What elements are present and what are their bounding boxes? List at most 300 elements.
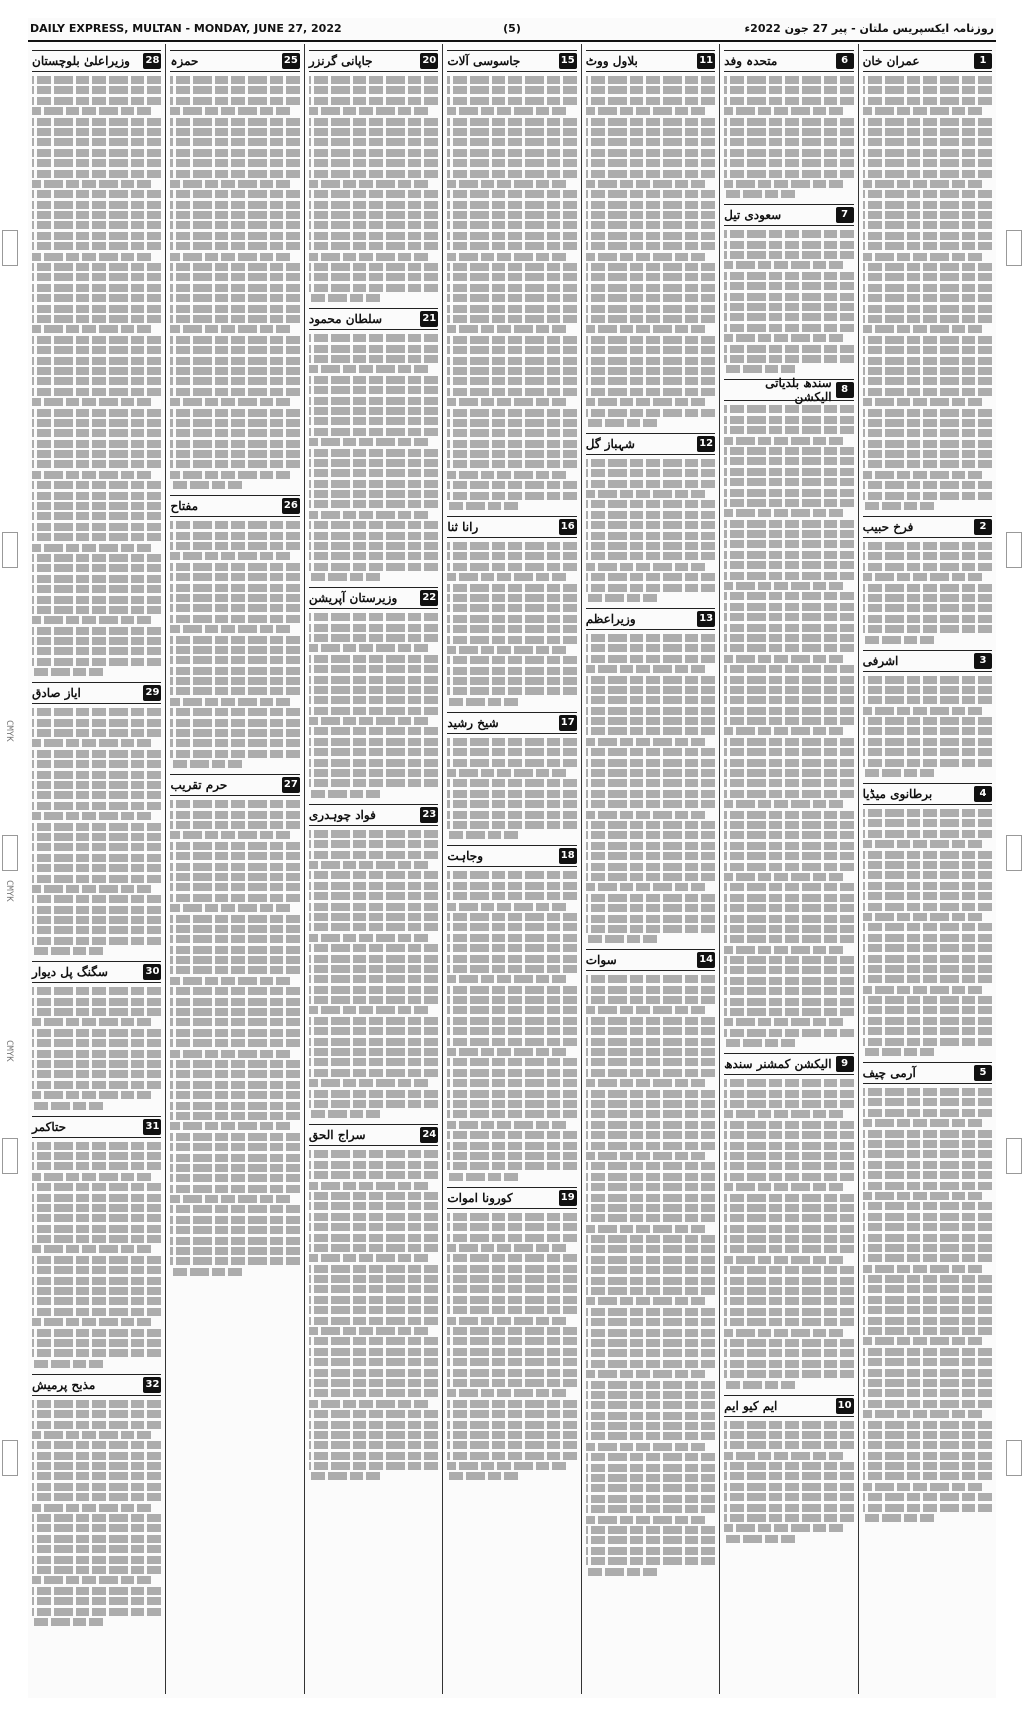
- page-number: (5): [503, 22, 521, 35]
- text-line: [32, 294, 161, 302]
- text-line: [447, 955, 576, 963]
- text-line: [309, 996, 438, 1004]
- text-line: [32, 1410, 161, 1418]
- section-header: [309, 1124, 438, 1146]
- text-line: [724, 97, 853, 105]
- text-line: [863, 460, 992, 468]
- text-line: [447, 892, 576, 900]
- text-line: [447, 1079, 576, 1087]
- text-line: [586, 1360, 715, 1368]
- margin-marker: [1006, 1440, 1022, 1476]
- text-line: [309, 944, 438, 952]
- article-body: [724, 230, 853, 373]
- section-number-badge: 23: [420, 807, 438, 823]
- margin-marker: [1006, 230, 1022, 266]
- text-line: [724, 1266, 853, 1274]
- text-line: [586, 1090, 715, 1098]
- text-line: [447, 882, 576, 890]
- text-line: [863, 481, 992, 489]
- text-line: [309, 107, 428, 115]
- text-line: [32, 1483, 161, 1491]
- text-line: [863, 253, 982, 261]
- section-title: جاپانی گرنزر: [308, 54, 373, 68]
- article-body: [863, 809, 992, 1056]
- text-line: [309, 1027, 438, 1035]
- text-line: [447, 1244, 566, 1252]
- text-line: [32, 719, 161, 727]
- text-line: [309, 1452, 438, 1460]
- text-line: [309, 263, 438, 271]
- text-line: [32, 315, 161, 323]
- text-line: [170, 232, 299, 240]
- section-header: [724, 50, 853, 72]
- text-line: [32, 512, 161, 520]
- article-body: [309, 613, 438, 798]
- text-line: [863, 419, 992, 427]
- text-line: [586, 1235, 715, 1243]
- text-line: [170, 1216, 299, 1224]
- text-line: [32, 523, 161, 531]
- text-line: [863, 1161, 992, 1169]
- text-line: [724, 118, 853, 126]
- text-line: [724, 1431, 853, 1439]
- text-line: [447, 667, 576, 675]
- text-line: [586, 1131, 715, 1139]
- text-line: [447, 636, 576, 644]
- text-line: [309, 882, 438, 890]
- text-line: [32, 1018, 151, 1026]
- text-line: [863, 170, 992, 178]
- text-line: [863, 1017, 992, 1025]
- text-line: [32, 273, 161, 281]
- text-line: [32, 1618, 103, 1626]
- text-line: [309, 1100, 438, 1108]
- text-line: [586, 563, 705, 571]
- text-line: [863, 1306, 992, 1314]
- text-line: [447, 677, 576, 685]
- text-line: [170, 367, 299, 375]
- text-line: [586, 759, 715, 767]
- text-line: [586, 1536, 715, 1544]
- text-line: [309, 386, 438, 394]
- text-line: [447, 86, 576, 94]
- text-line: [170, 346, 299, 354]
- text-line: [724, 1008, 853, 1016]
- text-line: [170, 1029, 299, 1037]
- text-line: [724, 282, 853, 290]
- section-header: [724, 1053, 853, 1075]
- text-line: [863, 76, 992, 84]
- text-line: [32, 658, 161, 666]
- text-line: [724, 873, 843, 881]
- text-line: [170, 294, 299, 302]
- section-header: [309, 587, 438, 609]
- section-title: برطانوی میڈیا: [862, 787, 933, 802]
- text-line: [32, 1008, 161, 1016]
- text-line: [309, 459, 438, 467]
- text-line: [170, 305, 299, 313]
- text-line: [724, 138, 853, 146]
- margin-marker: [2, 230, 18, 266]
- text-line: [170, 190, 299, 198]
- text-line: [170, 180, 289, 188]
- text-line: [863, 273, 992, 281]
- text-line: [586, 388, 715, 396]
- text-line: [724, 998, 853, 1006]
- text-line: [309, 376, 438, 384]
- text-line: [309, 128, 438, 136]
- text-line: [170, 977, 289, 985]
- text-line: [32, 138, 161, 146]
- text-line: [32, 388, 161, 396]
- margin-marker: [1006, 835, 1022, 871]
- text-line: [724, 759, 853, 767]
- section-number-badge: 26: [282, 498, 300, 514]
- text-line: [32, 533, 161, 541]
- text-line: [586, 284, 715, 292]
- text-line: [447, 429, 576, 437]
- text-line: [32, 398, 151, 406]
- text-line: [309, 345, 438, 353]
- text-line: [32, 771, 161, 779]
- text-line: [170, 739, 299, 747]
- text-line: [32, 875, 161, 883]
- text-line: [32, 987, 161, 995]
- text-line: [724, 1462, 853, 1470]
- text-line: [863, 1379, 992, 1387]
- text-line: [447, 450, 576, 458]
- text-line: [724, 345, 853, 353]
- text-line: [309, 242, 438, 250]
- text-line: [447, 1379, 576, 1387]
- text-line: [724, 790, 853, 798]
- text-line: [586, 180, 705, 188]
- text-line: [309, 294, 380, 302]
- text-line: [32, 190, 161, 198]
- article-body: [863, 76, 992, 510]
- text-line: [586, 1526, 715, 1534]
- text-line: [32, 1102, 103, 1110]
- text-line: [447, 748, 576, 756]
- text-line: [309, 1182, 428, 1190]
- text-line: [309, 407, 438, 415]
- section-title: فواد چوہدری: [308, 807, 376, 822]
- text-line: [309, 170, 438, 178]
- text-line: [447, 871, 576, 879]
- section-number-badge: 31: [143, 1119, 161, 1135]
- text-line: [447, 138, 576, 146]
- text-line: [309, 613, 438, 621]
- text-line: [447, 1421, 576, 1429]
- text-line: [32, 1421, 161, 1429]
- text-line: [447, 492, 576, 500]
- text-line: [32, 1029, 161, 1037]
- text-line: [724, 935, 853, 943]
- text-line: [724, 769, 853, 777]
- text-line: [724, 842, 853, 850]
- text-line: [170, 1195, 289, 1203]
- text-line: [32, 429, 161, 437]
- section-header: [724, 376, 853, 405]
- text-line: [724, 1029, 853, 1037]
- text-line: [32, 419, 161, 427]
- text-line: [447, 1058, 576, 1066]
- text-line: [863, 944, 992, 952]
- margin-marker: [2, 1440, 18, 1476]
- text-line: [447, 284, 576, 292]
- text-line: [586, 665, 705, 673]
- text-line: [586, 842, 715, 850]
- section-header: [32, 961, 161, 983]
- text-line: [309, 1110, 380, 1118]
- text-line: [863, 429, 992, 437]
- text-line: [863, 138, 992, 146]
- text-line: [863, 294, 992, 302]
- text-line: [586, 76, 715, 84]
- text-line: [586, 727, 715, 735]
- text-line: [447, 698, 518, 706]
- text-line: [32, 1225, 161, 1233]
- text-line: [170, 873, 299, 881]
- section-title: سعودی تیل: [724, 208, 782, 223]
- text-line: [447, 1027, 576, 1035]
- text-line: [32, 1214, 161, 1222]
- text-line: [724, 1235, 853, 1243]
- text-line: [32, 564, 161, 572]
- text-line: [32, 211, 161, 219]
- text-line: [724, 1245, 853, 1253]
- text-line: [586, 294, 715, 302]
- text-line: [170, 138, 299, 146]
- text-line: [32, 1556, 161, 1564]
- text-line: [863, 1234, 992, 1242]
- section-number-badge: 22: [420, 590, 438, 606]
- text-line: [309, 438, 428, 446]
- section-header: [863, 516, 992, 538]
- text-line: [447, 1110, 576, 1118]
- text-line: [586, 915, 715, 923]
- text-line: [863, 1223, 992, 1231]
- text-line: [447, 294, 576, 302]
- text-line: [586, 459, 715, 467]
- text-line: [32, 180, 151, 188]
- text-line: [724, 447, 853, 455]
- text-line: [586, 118, 715, 126]
- section-header: [724, 204, 853, 226]
- text-line: [863, 1254, 992, 1262]
- text-line: [724, 624, 853, 632]
- text-line: [586, 1349, 715, 1357]
- section-number-badge: 10: [836, 1398, 854, 1414]
- text-line: [724, 1162, 853, 1170]
- section-title: ایم کیو ایم: [724, 1398, 778, 1413]
- text-line: [863, 1192, 982, 1200]
- text-line: [170, 563, 299, 571]
- text-line: [586, 594, 657, 602]
- section-number-badge: 13: [697, 611, 715, 627]
- text-line: [863, 149, 992, 157]
- text-line: [32, 346, 161, 354]
- text-line: [309, 830, 438, 838]
- section-title: سگنگ پل دیوار: [32, 965, 108, 980]
- text-line: [863, 686, 992, 694]
- text-line: [32, 823, 161, 831]
- text-line: [32, 760, 161, 768]
- text-line: [170, 1205, 299, 1213]
- text-line: [32, 916, 161, 924]
- text-line: [309, 221, 438, 229]
- text-line: [586, 1048, 715, 1056]
- text-line: [447, 325, 566, 333]
- text-line: [309, 1410, 438, 1418]
- text-line: [170, 998, 299, 1006]
- text-line: [724, 1214, 853, 1222]
- text-line: [586, 1568, 657, 1576]
- text-line: [586, 584, 715, 592]
- article-body: [447, 1213, 576, 1481]
- text-line: [309, 490, 438, 498]
- text-line: [863, 367, 992, 375]
- text-line: [309, 118, 438, 126]
- text-line: [724, 831, 853, 839]
- text-line: [586, 86, 715, 94]
- text-line: [309, 1161, 438, 1169]
- section-title: سراج الحق: [308, 1128, 366, 1143]
- text-line: [863, 563, 992, 571]
- text-line: [586, 894, 715, 902]
- text-line: [32, 1091, 151, 1099]
- text-line: [447, 790, 576, 798]
- text-line: [447, 253, 566, 261]
- text-line: [863, 502, 934, 510]
- text-line: [309, 417, 438, 425]
- text-line: [724, 686, 853, 694]
- text-line: [309, 190, 438, 198]
- text-line: [724, 1173, 853, 1181]
- section-header: [863, 50, 992, 72]
- text-line: [32, 1318, 151, 1326]
- text-line: [309, 1171, 438, 1179]
- article-body: [724, 405, 853, 1047]
- text-line: [724, 582, 843, 590]
- text-line: [170, 221, 299, 229]
- text-line: [32, 1493, 161, 1501]
- text-line: [863, 471, 982, 479]
- text-line: [863, 409, 992, 417]
- text-line: [170, 604, 299, 612]
- text-line: [863, 1472, 992, 1480]
- text-line: [586, 779, 715, 787]
- text-line: [309, 1223, 438, 1231]
- text-line: [724, 748, 853, 756]
- text-line: [724, 644, 853, 652]
- text-line: [863, 1358, 992, 1366]
- text-line: [863, 388, 992, 396]
- text-line: [724, 696, 853, 704]
- registration-mark: CMYK: [4, 1040, 14, 1062]
- section-header: [447, 712, 576, 734]
- section-header: [586, 433, 715, 455]
- text-line: [447, 1069, 576, 1077]
- text-line: [32, 242, 161, 250]
- text-line: [447, 346, 576, 354]
- text-line: [32, 481, 161, 489]
- text-line: [32, 1535, 161, 1543]
- article-body: [309, 76, 438, 302]
- text-line: [447, 1223, 576, 1231]
- text-line: [170, 315, 299, 323]
- text-line: [170, 1185, 299, 1193]
- text-line: [863, 242, 992, 250]
- text-line: [447, 76, 576, 84]
- text-line: [863, 1027, 992, 1035]
- text-line: [447, 190, 576, 198]
- section-header: [586, 50, 715, 72]
- text-line: [724, 655, 843, 663]
- section-number-badge: 14: [697, 952, 715, 968]
- text-line: [447, 1152, 576, 1160]
- text-line: [447, 1389, 566, 1397]
- text-line: [447, 159, 576, 167]
- article-body: [863, 542, 992, 644]
- text-line: [309, 511, 428, 519]
- text-line: [32, 1462, 161, 1470]
- text-line: [863, 440, 992, 448]
- text-line: [309, 1472, 380, 1480]
- section-number-badge: 32: [143, 1377, 161, 1393]
- text-line: [309, 1421, 438, 1429]
- text-line: [863, 892, 992, 900]
- text-line: [863, 1462, 992, 1470]
- text-line: [32, 895, 161, 903]
- text-line: [309, 428, 438, 436]
- section-title: وزیراعظم: [585, 611, 636, 626]
- text-line: [586, 1121, 715, 1129]
- text-line: [309, 840, 438, 848]
- text-line: [309, 180, 428, 188]
- section-title: سلطان محمود: [308, 312, 383, 327]
- text-line: [309, 397, 438, 405]
- text-line: [32, 232, 161, 240]
- section-header: [170, 495, 299, 517]
- text-line: [586, 821, 715, 829]
- text-line: [863, 1038, 992, 1046]
- text-line: [863, 211, 992, 219]
- text-line: [309, 1379, 438, 1387]
- text-line: [447, 1100, 576, 1108]
- text-line: [170, 542, 299, 550]
- text-line: [170, 987, 299, 995]
- text-line: [170, 698, 289, 706]
- text-line: [863, 913, 982, 921]
- text-line: [447, 542, 576, 550]
- text-line: [863, 1244, 992, 1252]
- section-title: جاسوسی آلات: [447, 54, 521, 68]
- text-line: [32, 1524, 161, 1532]
- text-line: [309, 232, 438, 240]
- text-line: [586, 552, 715, 560]
- text-line: [170, 831, 289, 839]
- margin-marker: [2, 532, 18, 568]
- text-line: [586, 521, 715, 529]
- text-line: [447, 821, 576, 829]
- article-columns: [28, 44, 996, 1694]
- text-line: [447, 118, 576, 126]
- text-line: [724, 592, 853, 600]
- text-line: [309, 201, 438, 209]
- text-line: [170, 904, 289, 912]
- text-line: [863, 923, 992, 931]
